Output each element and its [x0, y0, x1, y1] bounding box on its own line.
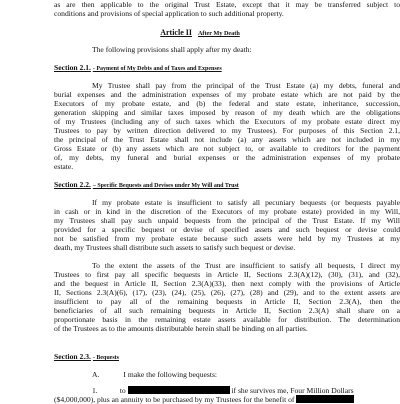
section-title: - Payment of My Debts and of Taxes and Expenses [92, 66, 222, 72]
subsection-letter: A. [92, 370, 100, 379]
text-line: If my probate estate is insufficient to satisfy all pecuniary bequests (or bequests payable [92, 198, 400, 207]
section-title: – Specific Bequests and Devises under My Will and Trust [92, 183, 239, 189]
text-line: Trustees to pay by written direction delivered to my Trustees). For purposes of this Section 2.1, [54, 126, 400, 135]
text-line: insufficient to pay all of the remaining bequests in Article II, Section 2.3(A), then the [54, 297, 400, 306]
section-2-2-heading [54, 180, 239, 191]
text-line: estate. [54, 162, 74, 171]
bequest-item-1 [92, 386, 400, 395]
text-line: beneficiaries of all such remaining bequests in Article II, Section 2.3(A) shall share on a [54, 306, 400, 315]
text-line: conditions and provisions of special application to such additional property. [54, 9, 284, 18]
text-line: To the extent the assets of the Trust are insufficient to satisfy all bequests, I direct my [92, 261, 400, 270]
text-line: death, my Trustees shall distribute such assets to satisfy such bequest or devise. [54, 243, 296, 252]
subsection-text: I make the following bequests: [123, 370, 218, 379]
section-label: Section 2.3. [54, 352, 91, 361]
text-line: Trustees to first pay all specific bequests in Article II, Sections 2.3(A)(12), (30), (31), and (32), [54, 270, 400, 279]
text-line: generation skipping and similar taxes imposed by reason of my death which are the obligations [54, 108, 400, 117]
item-to: to [119, 386, 126, 395]
section-label: Section 2.1. [54, 63, 91, 72]
section-2-3-heading [54, 352, 119, 363]
text-line: and the bequest in Article II, Section 2.3(A)(33), then next comply with the provisions of Article [54, 279, 400, 288]
text-line: as are then applicable to the original Trust Estate, except that it may be transferred subject to [54, 0, 400, 9]
text-line: of the Trustees as to the amounts distributable herein shall be binding on all parties. [54, 324, 308, 333]
redaction-block [296, 395, 354, 403]
article-title: Article II [160, 28, 192, 37]
section-title: - Bequests [92, 355, 119, 361]
text-line: of, my debts, my funeral and burial expenses or the administration expenses of my probate [54, 153, 400, 162]
subsection-a [92, 370, 217, 379]
item-number: 1. [92, 386, 98, 395]
text-line: provided for a specific bequest or devise of specified assets and such bequest or devise could [54, 225, 400, 234]
text-line: my Trustees shall pay such unpaid bequests from the principal of the Trust Estate. If my Will [54, 216, 400, 225]
text-line: burial expenses and the administration expenses of my probate estate which are not paid by the [54, 90, 400, 99]
text-line: Gross Estate or (b) any assets which are not subject to, or available to creditors for the payment [54, 144, 400, 153]
text-line: not be satisfied from my probate estate because such assets were held by my Trustees at my [54, 234, 400, 243]
section-2-1-heading [54, 63, 222, 74]
text-line: of my Trustees (including any of such taxes which the Executors of my probate estate direct my [54, 117, 400, 126]
text-line: II, Sections 2.3(A)(6), (17), (23), (24), (25), (26), (27), (28) and (29), and to the extent assets are [54, 288, 400, 297]
item-text: if she survives me, Four Million Dollars [231, 386, 354, 395]
text-line: the principal of the Trust Estate shall not include (a) any assets which are not included in my [54, 135, 400, 144]
item-text: ($4,000,000), plus an annuity to be purchased by my Trustees for the benefit of [54, 395, 295, 404]
text-line: in cash or in kind in the discretion of the Executors of my probate estate) provided in my Will, [54, 207, 400, 216]
redaction-block [128, 386, 230, 394]
article-subtitle: After My Death [197, 30, 240, 37]
section-label: Section 2.2. [54, 180, 91, 189]
text-line: proportionate basis in the remaining estate assets available for distribution. The determination [54, 315, 400, 324]
article-heading [0, 28, 400, 38]
text-line: Executors of my probate estate, and (b) the federal and state estate, inheritance, succession, [54, 99, 400, 108]
text-line: My Trustee shall pay from the principal of the Trust Estate (a) my debts, funeral and [92, 81, 400, 90]
intro-line: The following provisions shall apply after my death: [92, 45, 252, 54]
